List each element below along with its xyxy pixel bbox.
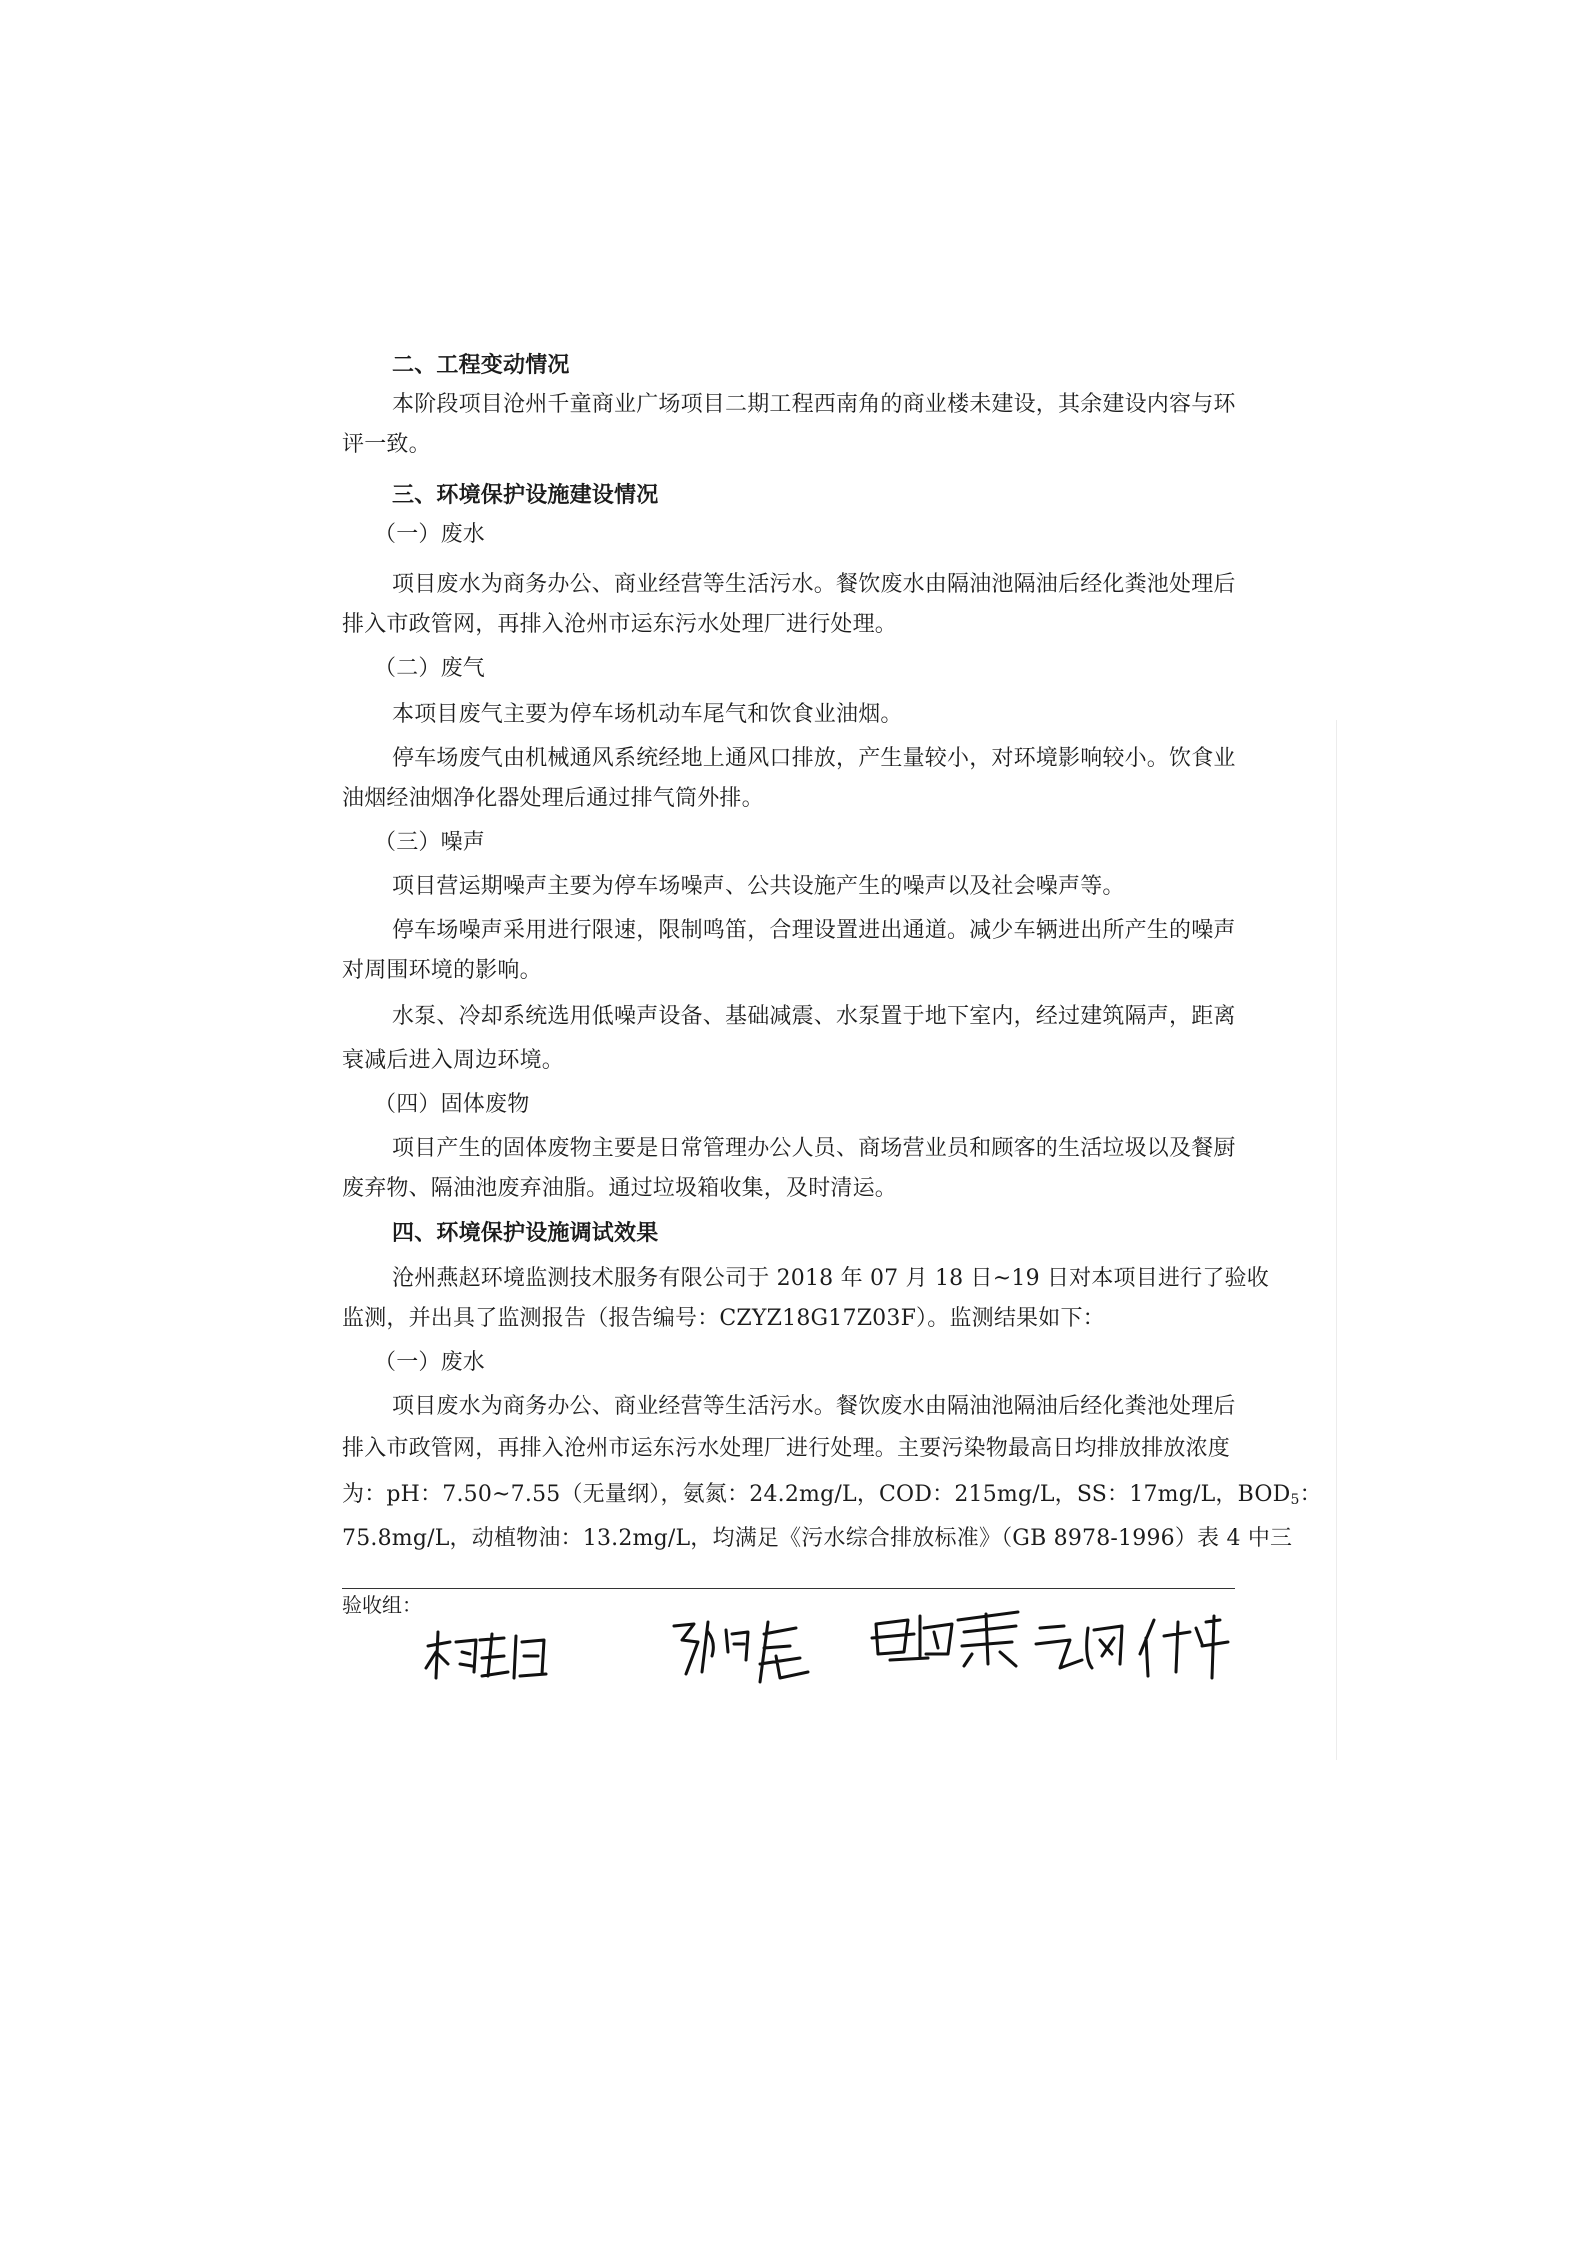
paragraph-line: 水泵、冷却系统选用低噪声设备、基础减震、水泵置于地下室内，经过建筑隔声，距离 <box>392 1004 1236 1029</box>
paragraph-line <box>342 1481 1322 1509</box>
paragraph-line: 项目废水为商务办公、商业经营等生活污水。餐饮废水由隔油池隔油后经化粪池处理后 <box>392 1394 1236 1419</box>
colon: ： <box>1299 1482 1322 1507</box>
subsection-heading: （一）废水 <box>374 522 486 547</box>
section-2-heading: 二、工程变动情况 <box>392 352 570 378</box>
paragraph-line: 衰减后进入周边环境。 <box>342 1048 565 1073</box>
signature-divider <box>342 1588 1235 1589</box>
subsection-heading: （四）固体废物 <box>374 1092 530 1117</box>
paragraph-line: 停车场废气由机械通风系统经地上通风口排放，产生量较小，对环境影响较小。饮食业 <box>392 746 1236 771</box>
paragraph-line: 废弃物、隔油池废弃油脂。通过垃圾箱收集，及时清运。 <box>342 1176 898 1201</box>
scan-edge-shadow <box>1336 720 1337 1760</box>
paragraph-line: 本阶段项目沧州千童商业广场项目二期工程西南角的商业楼未建设，其余建设内容与环 <box>392 392 1236 417</box>
paragraph-line: 项目废水为商务办公、商业经营等生活污水。餐饮废水由隔油池隔油后经化粪池处理后 <box>392 572 1236 597</box>
section-4-heading: 四、环境保护设施调试效果 <box>392 1220 659 1246</box>
paragraph-line: 排入市政管网，再排入沧州市运东污水处理厂进行处理。 <box>342 612 898 637</box>
paragraph-line: 监测，并出具了监测报告（报告编号：CZYZ18G17Z03F）。监测结果如下： <box>342 1306 1105 1331</box>
signature-2 <box>668 1612 818 1692</box>
paragraph-line: 评一致。 <box>342 432 431 457</box>
acceptance-group-label: 验收组： <box>342 1593 422 1617</box>
section-3-heading: 三、环境保护设施建设情况 <box>392 482 659 508</box>
paragraph-line: 沧州燕赵环境监测技术服务有限公司于 2018 年 07 月 18 日~19 日对本项目进行了验收 <box>392 1266 1269 1291</box>
signature-1 <box>420 1620 550 1690</box>
subsection-heading: （二）废气 <box>374 656 486 681</box>
paragraph-line: 停车场噪声采用进行限速，限制鸣笛，合理设置进出通道。减少车辆进出所产生的噪声 <box>392 918 1236 943</box>
monitoring-values: 为：pH：7.50~7.55（无量纲），氨氮：24.2mg/L，COD：215mg/L，SS：17mg/L，BOD <box>342 1482 1291 1507</box>
paragraph-line: 对周围环境的影响。 <box>342 958 542 983</box>
subsection-heading: （三）噪声 <box>374 830 486 855</box>
paragraph-line: 项目营运期噪声主要为停车场噪声、公共设施产生的噪声以及社会噪声等。 <box>392 874 1125 899</box>
paragraph-line: 75.8mg/L，动植物油：13.2mg/L，均满足《污水综合排放标准》（GB 8978-1996）表 4 中三 <box>342 1526 1293 1551</box>
signature-4 <box>1030 1608 1240 1684</box>
signature-3 <box>868 1604 1028 1674</box>
paragraph-line: 排入市政管网，再排入沧州市运东污水处理厂进行处理。主要污染物最高日均排放排放浓度 <box>342 1436 1231 1461</box>
bod-subscript: 5 <box>1290 1492 1300 1508</box>
paragraph-line: 油烟经油烟净化器处理后通过排气筒外排。 <box>342 786 764 811</box>
paragraph-line: 本项目废气主要为停车场机动车尾气和饮食业油烟。 <box>392 702 903 727</box>
paragraph-line: 项目产生的固体废物主要是日常管理办公人员、商场营业员和顾客的生活垃圾以及餐厨 <box>392 1136 1236 1161</box>
subsection-heading: （一）废水 <box>374 1350 486 1375</box>
